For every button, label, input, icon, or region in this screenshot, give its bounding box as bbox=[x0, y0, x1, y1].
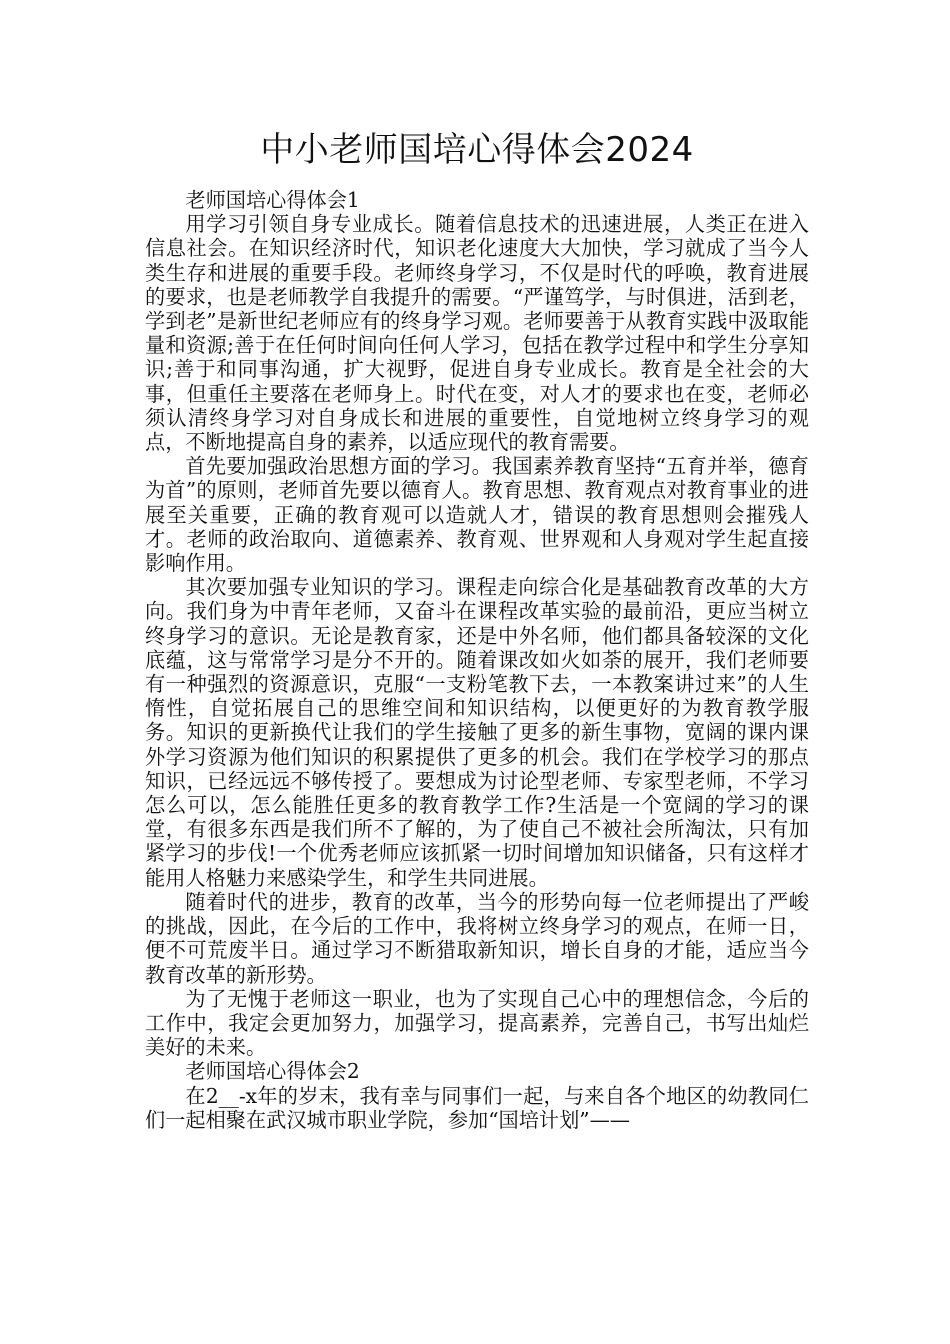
document-title: 中小老师国培心得体会2024 bbox=[260, 130, 694, 170]
section-1 bbox=[145, 188, 809, 1059]
paragraph: 其次要加强专业知识的学习。课程走向综合化是基础教育改革的大方向。我们身为中青年老师，又奋斗在课程改革实验的最前沿，更应当树立终身学习的意识。无论是教育家，还是中外名师，他们都具备较深的文化底蕴，这与常常学习是分不开的。随着课改如火如荼的展开，我们老师要有一种强烈的资源意识，克服“一支粉笔教下去，一本教案讲过来”的人生惰性，自觉拓展自己的思维空间和知识结构，以便更好的为教育教学服务。知识的更新换代让我们的学生接触了更多的新生事物，宽阔的课内课外学习资源为他们知识的积累提供了更多的机会。我们在学校学习的那点知识，已经远远不够传授了。要想成为讨论型老师、专家型老师，不学习怎么可以，怎么能胜任更多的教育教学工作?生活是一个宽阔的学习的课堂，有很多东西是我们所不了解的，为了使自己不被社会所淘汰，只有加紧学习的步伐!一个优秀老师应该抓紧一切时间增加知识储备，只有这样才能用人格魅力来感染学生，和学生共同进展。 bbox=[145, 575, 809, 890]
section-heading: 老师国培心得体会2 bbox=[185, 1059, 360, 1084]
document-page bbox=[145, 120, 809, 1132]
paragraph: 在2__-x年的岁末，我有幸与同事们一起，与来自各个地区的幼教同仁们一起相聚在武汉城市职业学院，参加“国培计划”—— bbox=[145, 1083, 809, 1132]
paragraph: 首先要加强政治思想方面的学习。我国素养教育坚持“五育并举，德育为首”的原则，老师首先要以德育人。教育思想、教育观点对教育事业的进展至关重要，正确的教育观可以造就人才，错误的教育思想则会摧残人才。老师的政治取向、道德素养、教育观、世界观和人身观对学生起直接影响作用。 bbox=[145, 454, 809, 576]
paragraph: 为了无愧于老师这一职业，也为了实现自己心中的理想信念，今后的工作中，我定会更加努力，加强学习，提高素养，完善自己，书写出灿烂美好的未来。 bbox=[145, 986, 809, 1060]
paragraph: 用学习引领自身专业成长。随着信息技术的迅速进展，人类正在进入信息社会。在知识经济时代，知识老化速度大大加快，学习就成了当今人类生存和进展的重要手段。老师终身学习，不仅是时代的呼唤，教育进展的要求，也是老师教学自我提升的需要。“严谨笃学，与时俱进，活到老，学到老”是新世纪老师应有的终身学习观。老师要善于从教育实践中汲取能量和资源;善于在任何时间向任何人学习，包括在教学过程中和学生分享知识;善于和同事沟通，扩大视野，促进自身专业成长。教育是全社会的大事，但重任主要落在老师身上。时代在变，对人才的要求也在变，老师必须认清终身学习对自身成长和进展的重要性，自觉地树立终身学习的观点，不断地提高自身的素养，以适应现代的教育需要。 bbox=[145, 212, 809, 455]
section-2 bbox=[145, 1059, 809, 1132]
paragraph: 随着时代的进步，教育的改革，当今的形势向每一位老师提出了严峻的挑战，因此，在今后的工作中，我将树立终身学习的观点，在师一日，便不可荒废半日。通过学习不断猎取新知识，增长自身的才能，适应当今教育改革的新形势。 bbox=[145, 889, 809, 987]
section-heading: 老师国培心得体会1 bbox=[185, 188, 360, 212]
